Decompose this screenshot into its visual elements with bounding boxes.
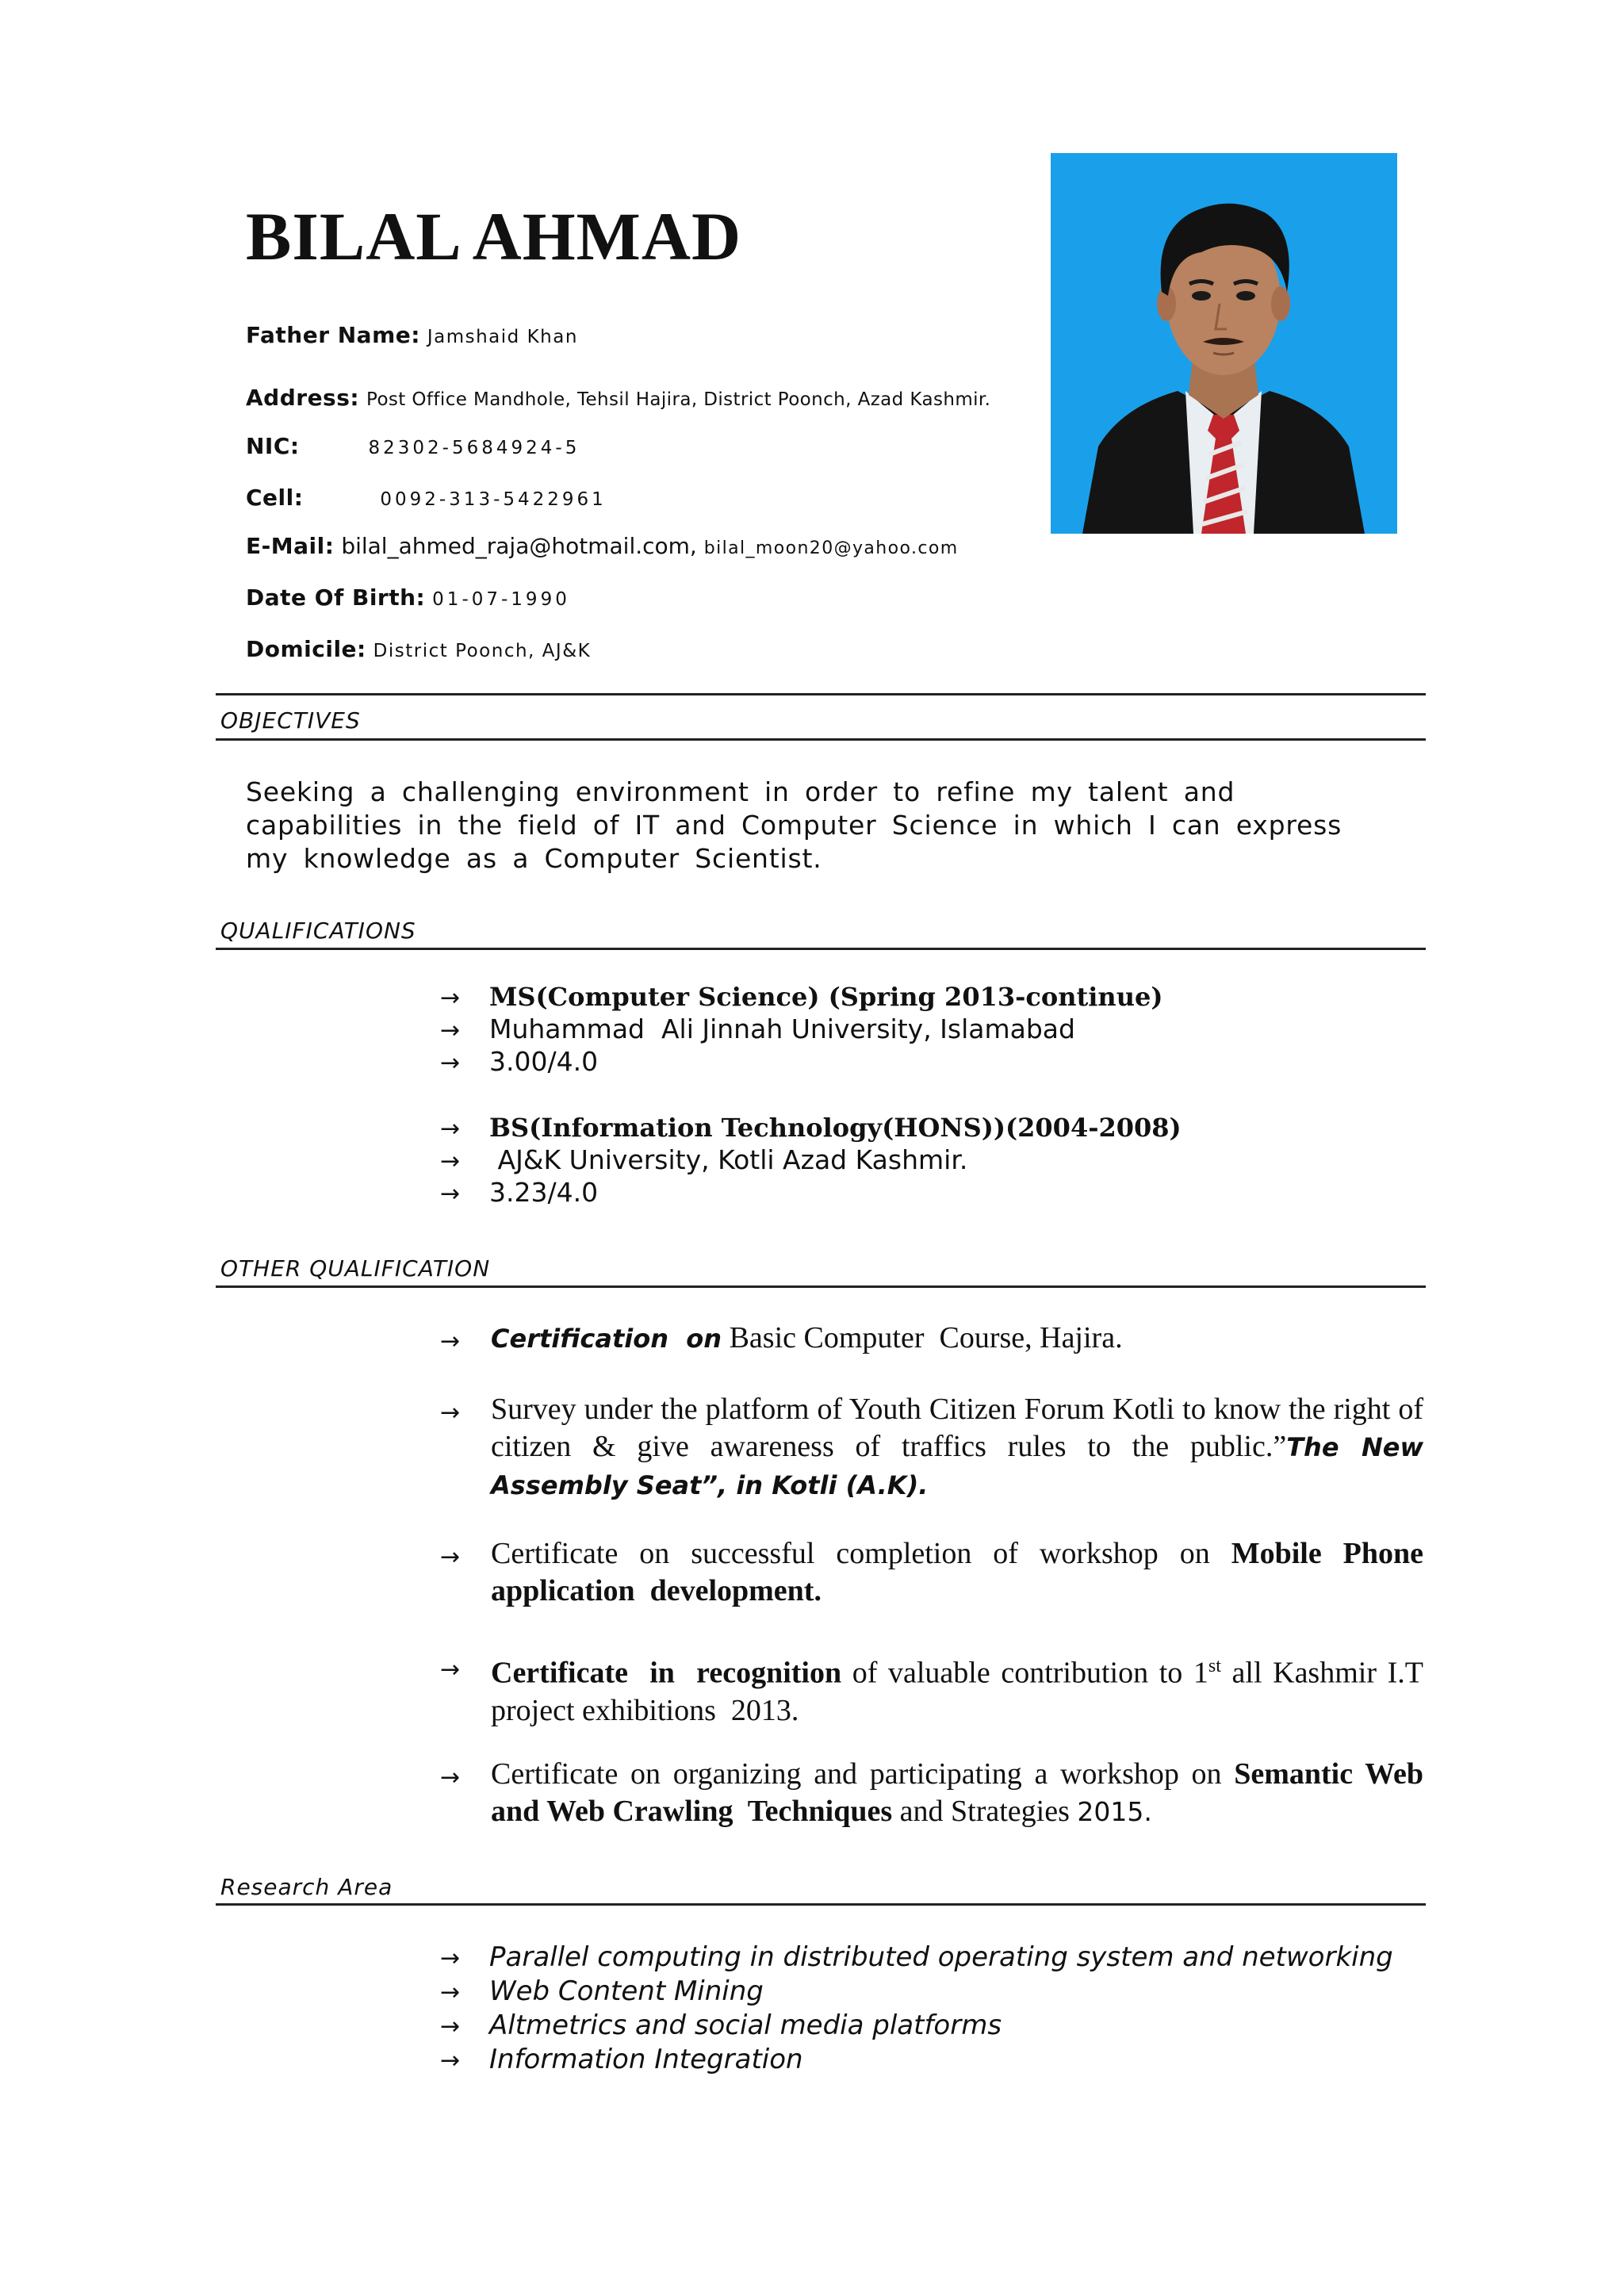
arrow-icon: → <box>440 2047 461 2075</box>
address-row <box>246 387 990 409</box>
qualification-bs-degree: → BS(Information Technology(HONS))(2004-2008) <box>440 1113 1182 1143</box>
portrait-illustration <box>1051 153 1397 534</box>
arrow-icon: → <box>440 1328 461 1355</box>
arrow-icon: → <box>440 1180 461 1208</box>
qualifications-rule <box>216 948 1426 950</box>
other-qualification-item: → Certificate on successful completion of workshop on Mobile Phone application development. <box>440 1537 1431 1607</box>
profile-photo <box>1051 153 1397 534</box>
email-row <box>246 535 959 557</box>
research-area-rule <box>216 1903 1426 1906</box>
qualification-bs-institute: → AJ&K University, Kotli Azad Kashmir. <box>440 1144 968 1175</box>
father-name-value: Jamshaid Khan <box>427 327 578 347</box>
qualification-ms-degree: → MS(Computer Science) (Spring 2013-continue) <box>440 982 1163 1012</box>
domicile-value: District Poonch, AJ&K <box>373 641 592 661</box>
cell-label: Cell: <box>246 485 304 511</box>
arrow-icon: → <box>440 2013 461 2040</box>
other-qualification-rule <box>216 1285 1426 1288</box>
arrow-icon: → <box>440 1049 461 1077</box>
arrow-icon: → <box>440 1764 461 1791</box>
address-value: Post Office Mandhole, Tehsil Hajira, District Poonch, Azad Kashmir. <box>366 389 991 410</box>
qualifications-heading: QUALIFICATIONS <box>220 918 416 944</box>
other-qualification-item: → Certificate on organizing and participating a workshop on Semantic Web and Web Crawling Techniques and Strategies 2015. <box>440 1757 1431 1828</box>
arrow-icon: → <box>440 984 461 1012</box>
dob-label: Date Of Birth: <box>246 584 426 611</box>
objectives-heading: OBJECTIVES <box>220 707 361 734</box>
objectives-top-rule <box>216 693 1426 695</box>
arrow-icon: → <box>440 1148 461 1175</box>
research-item: → Altmetrics and social media platforms <box>440 2009 1002 2044</box>
cell-value: 0092-313-5422961 <box>380 489 607 510</box>
arrow-icon: → <box>440 1115 461 1143</box>
arrow-icon: → <box>440 1543 461 1571</box>
father-name-label: Father Name: <box>246 322 420 348</box>
cell-row <box>246 487 607 509</box>
email-primary[interactable]: bilal_ahmed_raja@hotmail.com, <box>341 533 697 559</box>
arrow-icon: → <box>440 1979 461 2006</box>
address-label: Address: <box>246 385 360 411</box>
objectives-bottom-rule <box>216 738 1426 741</box>
research-item: → Parallel computing in distributed operating system and networking <box>440 1941 1393 1975</box>
qualification-bs-grade: → 3.23/4.0 <box>440 1177 599 1208</box>
arrow-icon: → <box>440 1656 461 1684</box>
other-qualification-heading: OTHER QUALIFICATION <box>220 1255 491 1282</box>
email-label: E-Mail: <box>246 533 335 559</box>
arrow-icon: → <box>440 1017 461 1044</box>
email-secondary[interactable]: bilal_moon20@yahoo.com <box>703 538 959 558</box>
other-qualification-item: → Survey under the platform of Youth Citizen Forum Kotli to know the right of citizen & give awareness of traffics rules to the public.”The New Assembly Seat”, in Kotli (A.K). <box>440 1393 1424 1500</box>
research-area-heading: Research Area <box>220 1874 393 1900</box>
domicile-label: Domicile: <box>246 636 366 662</box>
nic-row <box>246 435 580 458</box>
objective-text: Seeking a challenging environment in order to refine my talent and capabilities in the field of IT and Computer Science in which I can express my knowledge as a Computer Scientist. <box>246 776 1342 874</box>
arrow-icon: → <box>440 1399 461 1427</box>
domicile-row <box>246 638 591 661</box>
other-qualification-item: → Certification on Basic Computer Course, Hajira. <box>440 1320 1423 1358</box>
research-item: → Information Integration <box>440 2043 803 2078</box>
other-qualification-item: → Certificate in recognition of valuable contribution to 1st all Kashmir I.T project exhibitions 2013. <box>440 1648 1423 1730</box>
father-name-row <box>246 324 578 347</box>
research-item: → Web Content Mining <box>440 1975 764 2010</box>
nic-label: NIC: <box>246 433 300 459</box>
candidate-name: BILAL AHMAD <box>246 198 742 274</box>
dob-row <box>246 584 570 611</box>
nic-value: 82302-5684924-5 <box>368 438 580 458</box>
qualification-ms-institute: → Muhammad Ali Jinnah University, Islamabad <box>440 1013 1075 1044</box>
dob-value: 01-07-1990 <box>432 589 570 610</box>
arrow-icon: → <box>440 1944 461 1972</box>
qualification-ms-grade: → 3.00/4.0 <box>440 1046 599 1077</box>
